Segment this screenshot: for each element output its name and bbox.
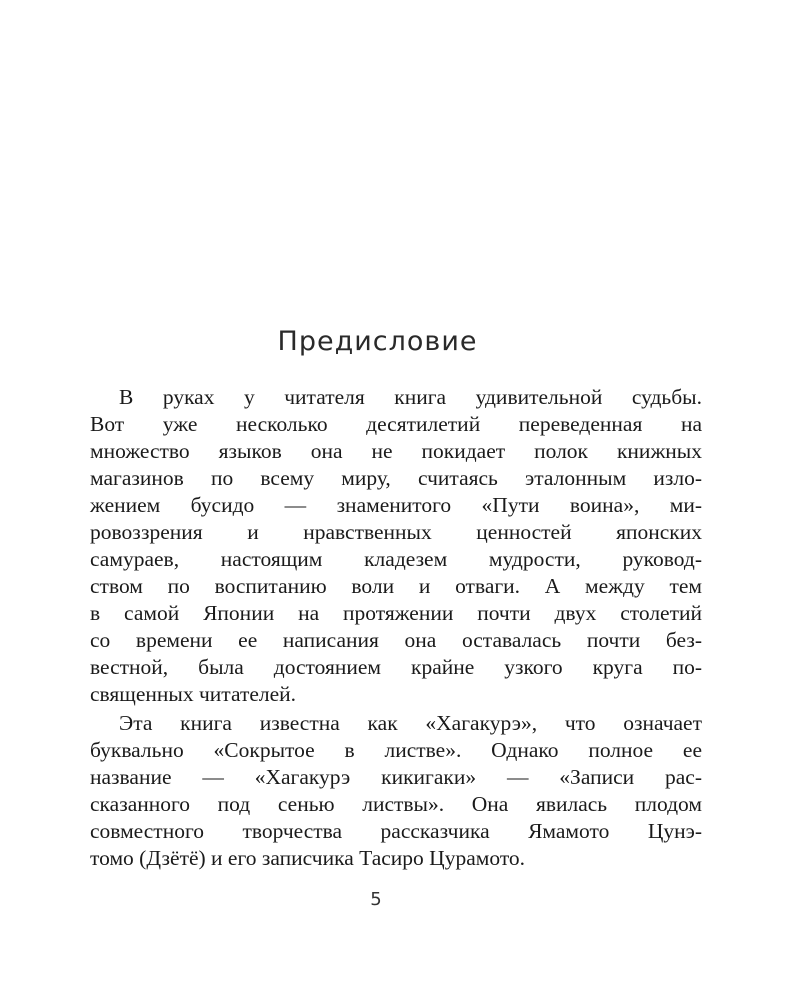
text-line: священных читателей. (90, 682, 297, 706)
text-line: название — «Хагакурэ кикигаки» — «Записи рас- (90, 765, 702, 789)
text-line: магазинов по всему миру, считаясь эталонным изло- (90, 466, 702, 490)
text-line: томо (Дзётё) и его записчика Тасиро Цурамото. (90, 846, 526, 870)
text-line: буквально «Сокрытое в листве». Однако полное ее (90, 738, 702, 762)
text-line: в самой Японии на протяжении почти двух столетий (90, 601, 702, 625)
text-line: Эта книга известна как «Хагакурэ», что означает (119, 711, 702, 735)
text-line: вестной, была достоянием крайне узкого круга по- (90, 655, 702, 679)
text-line: сказанного под сенью листвы». Она явилась плодом (90, 792, 702, 816)
text-line: множество языков она не покидает полок книжных (90, 439, 702, 463)
chapter-title: Предисловие (277, 326, 478, 357)
text-line: ровоззрения и нравственных ценностей японских (90, 520, 702, 544)
text-line: Вот уже несколько десятилетий переведенная на (90, 412, 702, 436)
text-line: В руках у читателя книга удивительной судьбы. (119, 385, 702, 409)
text-line: самураев, настоящим кладезем мудрости, руковод- (90, 547, 702, 571)
paragraph-1 (90, 384, 702, 708)
text-line: жением бусидо — знаменитого «Пути воина», ми- (90, 493, 702, 517)
text-line: совместного творчества рассказчика Ямамото Цунэ- (90, 819, 702, 843)
text-line: со времени ее написания она оставалась почти без- (90, 628, 702, 652)
text-line: ством по воспитанию воли и отваги. А между тем (90, 574, 702, 598)
body-text (90, 384, 702, 872)
page-number: 5 (370, 889, 382, 910)
paragraph-2 (90, 710, 702, 872)
